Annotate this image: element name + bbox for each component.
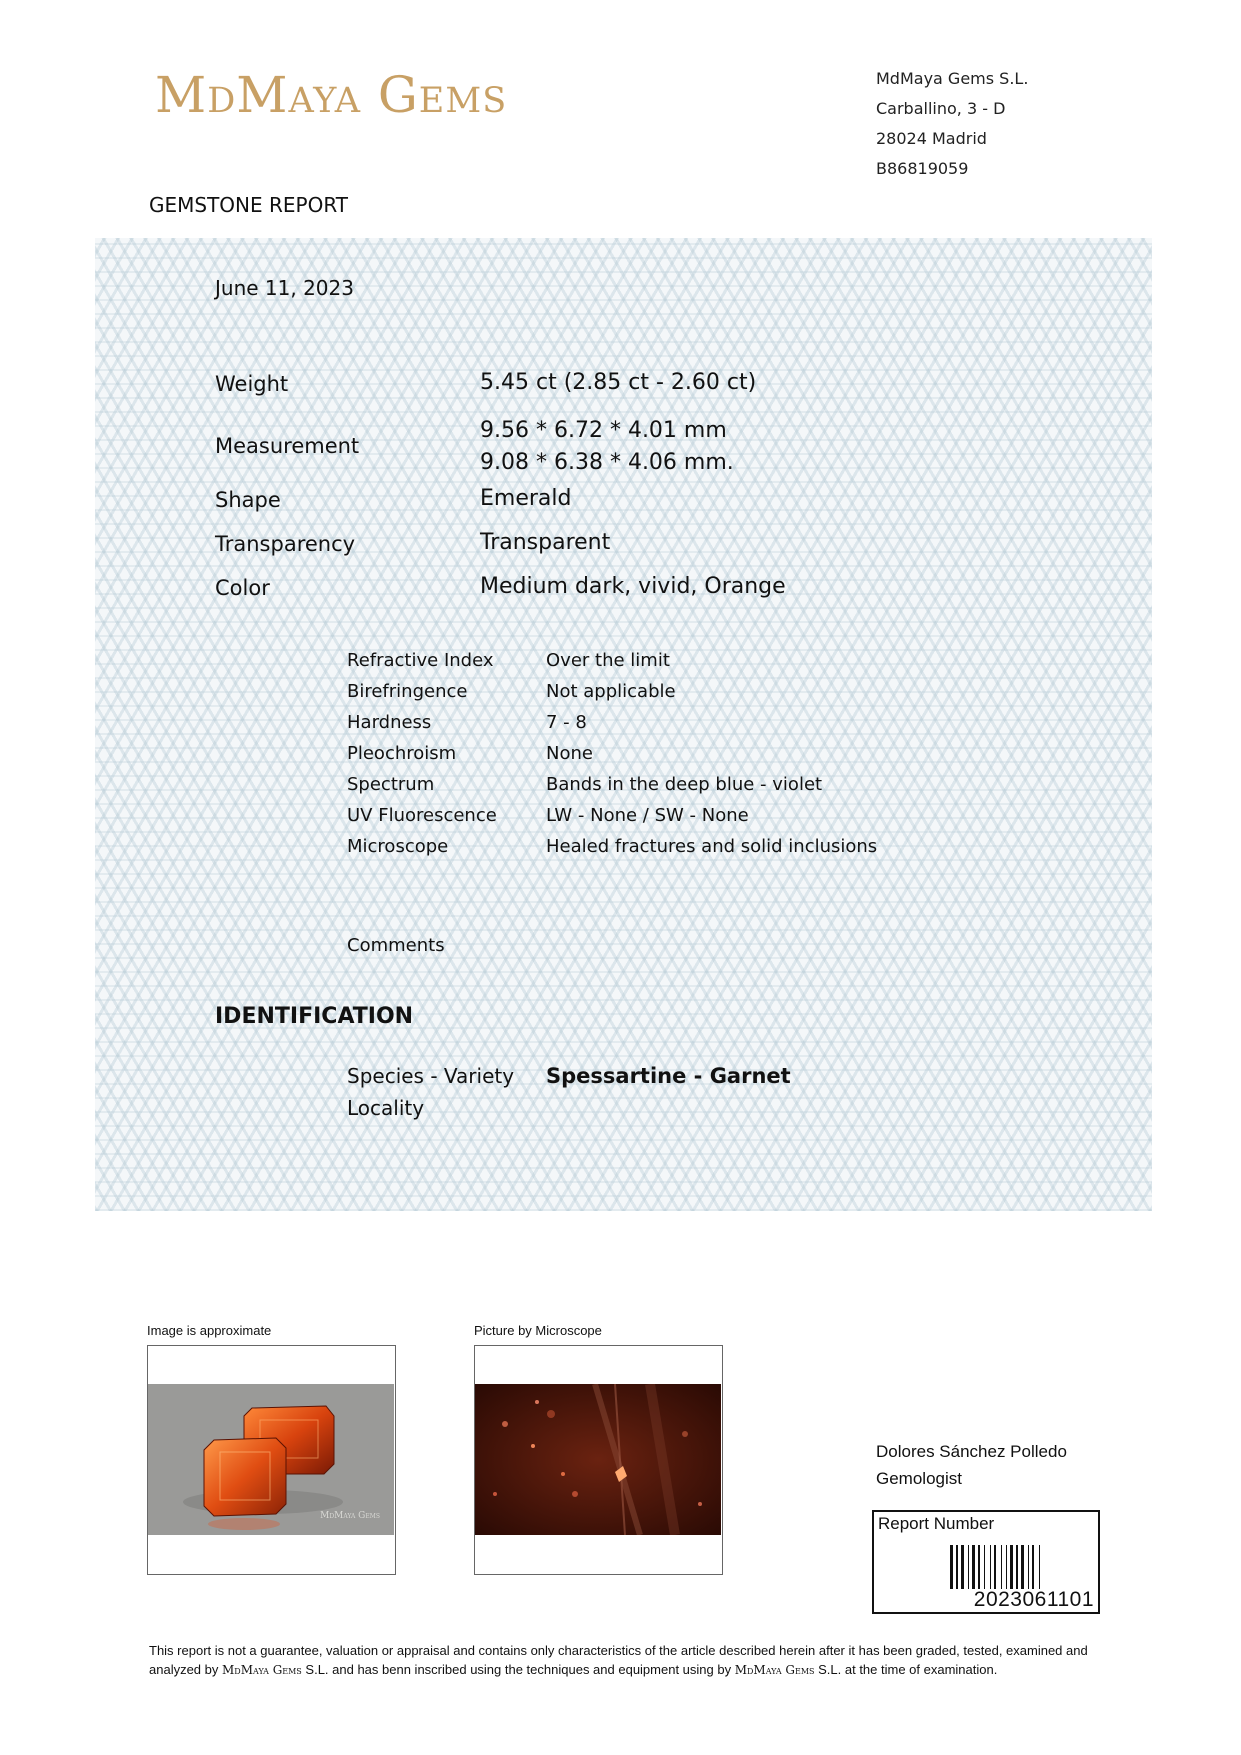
row-pleochroism bbox=[347, 743, 1047, 774]
gemologist-signature bbox=[876, 1438, 1067, 1492]
property-label: Refractive Index bbox=[347, 650, 494, 671]
barcode-bar bbox=[1010, 1545, 1013, 1589]
barcode-bar bbox=[972, 1545, 975, 1589]
row-refractive-index bbox=[347, 650, 1047, 681]
main-properties-table bbox=[215, 372, 1015, 606]
disclaimer-part-1: This report is not a guarantee, valuation or appraisal and contains only characteristics of the article described herein after it has been graded, tested, examined and analyzed by bbox=[149, 1643, 1088, 1677]
row-transparency bbox=[215, 532, 1015, 576]
color-value: Medium dark, vivid, Orange bbox=[480, 574, 786, 599]
barcode-bar bbox=[961, 1545, 964, 1589]
property-label: Birefringence bbox=[347, 681, 468, 702]
report-date: June 11, 2023 bbox=[215, 276, 354, 300]
barcode-bar bbox=[1001, 1545, 1002, 1589]
microscope-caption: Picture by Microscope bbox=[474, 1323, 602, 1338]
weight-label: Weight bbox=[215, 372, 289, 396]
barcode-bar bbox=[1039, 1545, 1040, 1589]
locality-label: Locality bbox=[347, 1096, 425, 1120]
row-measurement bbox=[215, 418, 1015, 484]
disclaimer-brand-1: MdMaya Gems bbox=[222, 1663, 302, 1677]
row-microscope bbox=[347, 836, 1047, 867]
company-name: MdMaya Gems S.L. bbox=[876, 69, 1029, 88]
measurement-value-1: 9.56 * 6.72 * 4.01 mm bbox=[480, 418, 727, 443]
weight-value: 5.45 ct (2.85 ct - 2.60 ct) bbox=[480, 370, 757, 395]
property-label: Spectrum bbox=[347, 774, 435, 795]
gemologist-title: Gemologist bbox=[876, 1469, 962, 1488]
row-uv-fluorescence bbox=[347, 805, 1047, 836]
company-tax-id: B86819059 bbox=[876, 159, 969, 178]
property-value: 7 - 8 bbox=[546, 712, 587, 733]
property-label: UV Fluorescence bbox=[347, 805, 497, 826]
report-number-label: Report Number bbox=[878, 1514, 995, 1533]
barcode-bar bbox=[1016, 1545, 1018, 1589]
barcode-bar bbox=[1028, 1545, 1029, 1589]
report-number-value: 2023061101 bbox=[973, 1588, 1094, 1611]
property-label: Microscope bbox=[347, 836, 449, 857]
gemstone-photo-frame bbox=[147, 1345, 396, 1575]
company-logo: MdMaya Gems bbox=[155, 66, 508, 124]
transparency-value: Transparent bbox=[480, 530, 611, 555]
measurement-value-2: 9.08 * 6.38 * 4.06 mm. bbox=[480, 450, 734, 475]
microscope-photo bbox=[475, 1384, 721, 1535]
company-city: 28024 Madrid bbox=[876, 129, 987, 148]
row-birefringence bbox=[347, 681, 1047, 712]
shape-value: Emerald bbox=[480, 486, 572, 511]
gemstone-photo bbox=[148, 1384, 394, 1535]
image-approx-caption: Image is approximate bbox=[147, 1323, 272, 1338]
measurement-label: Measurement bbox=[215, 434, 360, 458]
shape-label: Shape bbox=[215, 488, 281, 512]
photo-watermark-logo: MdMaya Gems bbox=[320, 1511, 380, 1521]
disclaimer-part-2: S.L. and has benn inscribed using the techniques and equipment using by bbox=[301, 1662, 735, 1677]
barcode-bar bbox=[968, 1545, 969, 1589]
property-value: None bbox=[546, 743, 593, 764]
barcode-icon bbox=[950, 1545, 1096, 1589]
barcode-bar bbox=[950, 1545, 953, 1589]
property-label: Pleochroism bbox=[347, 743, 457, 764]
report-number-box bbox=[872, 1510, 1100, 1614]
disclaimer-part-3: S.L. at the time of examination. bbox=[814, 1662, 998, 1677]
disclaimer-text bbox=[149, 1641, 1099, 1680]
company-address bbox=[876, 64, 1028, 184]
inclusions-illustration bbox=[475, 1384, 721, 1535]
property-label: Hardness bbox=[347, 712, 432, 733]
barcode-bar bbox=[984, 1545, 985, 1589]
row-hardness bbox=[347, 712, 1047, 743]
barcode-bar bbox=[1021, 1545, 1024, 1589]
species-value: Spessartine - Garnet bbox=[546, 1064, 791, 1088]
report-title: GEMSTONE REPORT bbox=[149, 193, 348, 217]
gemological-properties-table bbox=[347, 650, 1047, 867]
company-street: Carballino, 3 - D bbox=[876, 99, 1006, 118]
comments-label: Comments bbox=[347, 935, 445, 956]
property-value: Not applicable bbox=[546, 681, 676, 702]
barcode-bar bbox=[1006, 1545, 1007, 1589]
property-value: LW - None / SW - None bbox=[546, 805, 749, 826]
barcode-bar bbox=[978, 1545, 980, 1589]
barcode-bar bbox=[1032, 1545, 1034, 1589]
microscope-photo-frame bbox=[474, 1345, 723, 1575]
row-spectrum bbox=[347, 774, 1047, 805]
property-value: Bands in the deep blue - violet bbox=[546, 774, 823, 795]
property-value: Healed fractures and solid inclusions bbox=[546, 836, 878, 857]
barcode-bar bbox=[990, 1545, 991, 1589]
transparency-label: Transparency bbox=[215, 532, 356, 556]
property-value: Over the limit bbox=[546, 650, 670, 671]
row-color bbox=[215, 576, 1015, 620]
row-shape bbox=[215, 488, 1015, 532]
barcode-bar bbox=[956, 1545, 958, 1589]
color-label: Color bbox=[215, 576, 270, 600]
barcode-bar bbox=[994, 1545, 996, 1589]
disclaimer-brand-2: MdMaya Gems bbox=[734, 1663, 815, 1677]
row-weight bbox=[215, 372, 1015, 412]
identification-heading: IDENTIFICATION bbox=[215, 1004, 414, 1029]
gemologist-name: Dolores Sánchez Polledo bbox=[876, 1442, 1067, 1461]
species-label: Species - Variety bbox=[347, 1064, 515, 1088]
